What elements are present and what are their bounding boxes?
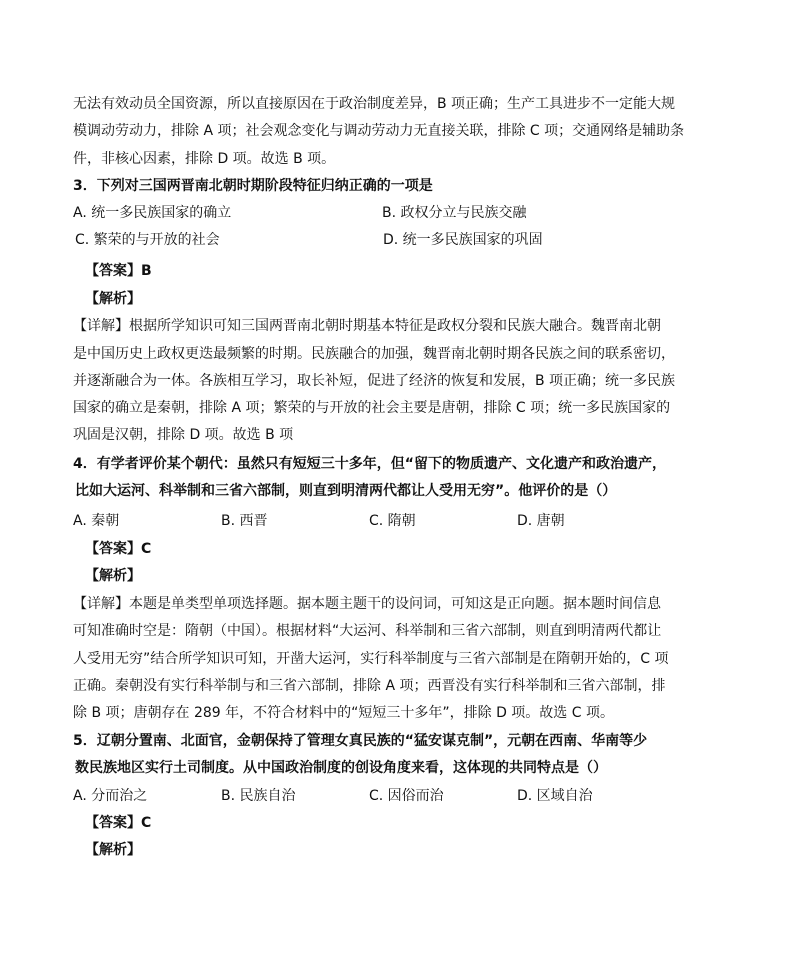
option-d: D. 唐朝 [517, 513, 565, 529]
detail-line: 【详解】本题是单类型单项选择题。据本题主题干的设问词，可知这是正向题。据本题时间信息 [73, 596, 661, 612]
answer-label: 【答案】C [85, 815, 152, 831]
analysis-label: 【解析】 [85, 842, 141, 858]
analysis-label: 【解析】 [85, 568, 141, 584]
detail-line: 巩固是汉朝，排除 D 项。故选 B 项 [73, 427, 294, 443]
question-4-stem: 比如大运河、科举制和三省六部制，则直到明清两代都让人受用无穷”。他评价的是（） [75, 483, 617, 499]
text-line: 件，非核心因素，排除 D 项。故选 B 项。 [73, 151, 336, 167]
text-line: 模调动劳动力，排除 A 项；社会观念变化与调动劳动力无直接关联，排除 C 项；交通网络是辅助条 [73, 123, 685, 139]
option-b: B. 政权分立与民族交融 [382, 205, 527, 221]
detail-line: 是中国历史上政权更迭最频繁的时期。民族融合的加强，魏晋南北朝时期各民族之间的联系密切， [73, 346, 675, 362]
detail-line: 并逐渐融合为一体。各族相互学习，取长补短，促进了经济的恢复和发展，B 项正确；统一多民族 [73, 373, 676, 389]
option-b: B. 民族自治 [221, 788, 296, 804]
option-a: A. 分而治之 [73, 788, 148, 804]
option-c: C. 隋朝 [369, 513, 416, 529]
option-c: C. 繁荣的与开放的社会 [75, 232, 220, 248]
question-5-stem: 5．辽朝分置南、北面官，金朝保持了管理女真民族的“猛安谋克制”，元朝在西南、华南等少 [73, 733, 648, 749]
option-b: B. 西晋 [221, 513, 268, 529]
detail-line: 正确。秦朝没有实行科举制与和三省六部制，排除 A 项；西晋没有实行科举制和三省六部制，排 [73, 678, 666, 694]
question-5-options [73, 787, 713, 805]
detail-line: 【详解】根据所学知识可知三国两晋南北朝时期基本特征是政权分裂和民族大融合。魏晋南北朝 [73, 318, 661, 334]
option-d: D. 区域自治 [517, 788, 593, 804]
detail-line: 除 B 项；唐朝存在 289 年，不符合材料中的“短短三十多年”，排除 D 项。故选 C 项。 [73, 705, 614, 721]
detail-line: 可知准确时空是：隋朝（中国）。根据材料“大运河、科举制和三省六部制，则直到明清两代都让 [73, 623, 662, 639]
option-d: D. 统一多民族国家的巩固 [383, 232, 543, 248]
option-c: C. 因俗而治 [369, 788, 444, 804]
answer-label: 【答案】B [85, 263, 152, 279]
detail-line: 人受用无穷”结合所学知识可知，开凿大运河，实行科举制度与三省六部制是在隋朝开始的，C 项 [73, 651, 669, 667]
question-4-stem: 4．有学者评价某个朝代：虽然只有短短三十多年，但“留下的物质遗产、文化遗产和政治遗产， [73, 456, 666, 472]
option-a: A. 秦朝 [73, 513, 120, 529]
analysis-label: 【解析】 [85, 291, 141, 307]
question-3-stem: 3．下列对三国两晋南北朝时期阶段特征归纳正确的一项是 [73, 178, 433, 194]
question-5-stem: 数民族地区实行土司制度。从中国政治制度的创设角度来看，这体现的共同特点是（） [75, 760, 607, 776]
question-3-options-row2 [75, 231, 715, 249]
option-a: A. 统一多民族国家的确立 [73, 205, 232, 221]
text-line: 无法有效动员全国资源，所以直接原因在于政治制度差异，B 项正确；生产工具进步不一定能大规 [73, 96, 676, 112]
answer-label: 【答案】C [85, 541, 152, 557]
question-4-options [73, 512, 713, 530]
detail-line: 国家的确立是秦朝，排除 A 项；繁荣的与开放的社会主要是唐朝，排除 C 项；统一多民族国家的 [73, 400, 671, 416]
question-3-options [73, 204, 713, 222]
